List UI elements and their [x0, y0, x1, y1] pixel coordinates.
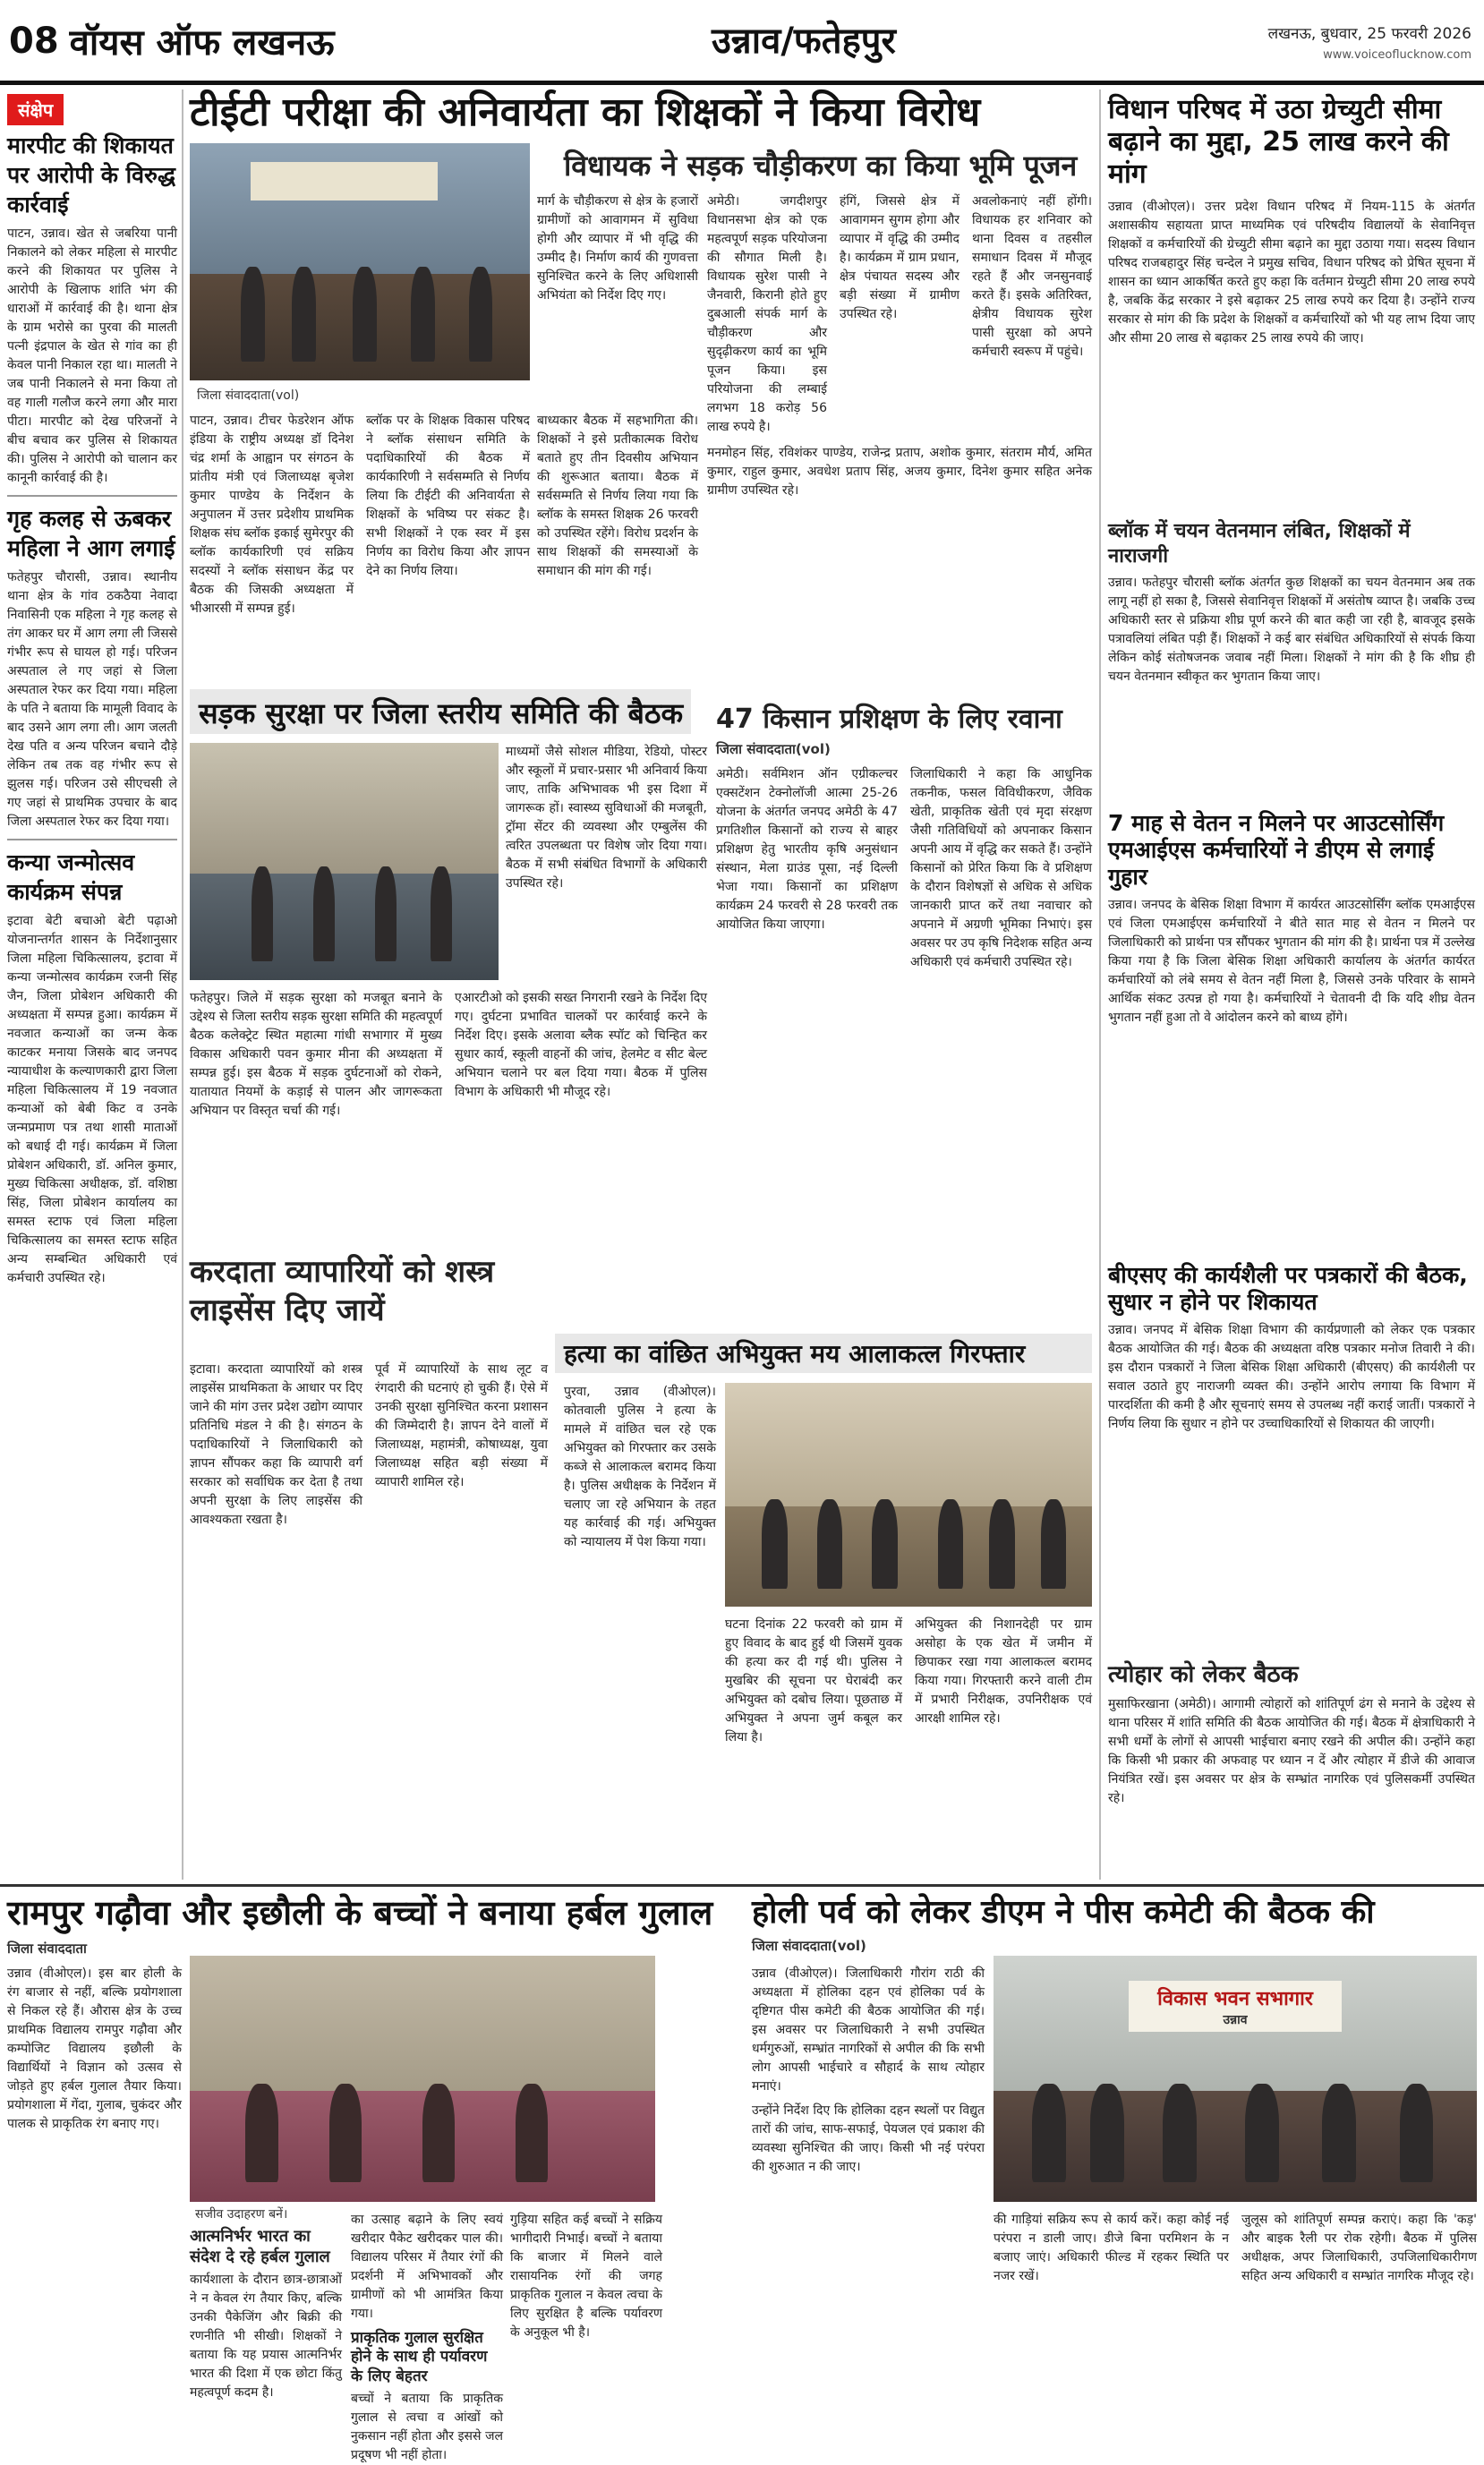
- brief-item: [7, 848, 177, 1288]
- arrest-body-lead: [564, 1383, 716, 1552]
- gulal-text: गुड़िया सहित कई बच्चों ने सक्रिय भागीदारी निभाई। बच्चों ने बताया कि बाजार में मिलने वाले रासायनिक रंगों की जगह प्राकृतिक गुलाल न केवल त्वचा के लिए सुरक्षित है बल्कि पर्यावरण के अनुकूल भी है।: [510, 2213, 662, 2340]
- road-body: [707, 192, 1092, 500]
- outsourcing-text: उन्नाव। जनपद के बेसिक शिक्षा विभाग में कार्यरत आउटसोर्सिंग ब्लॉक एमआईएस एवं जिला एमआईएस कर्मचारियों ने बीते सात माह से वेतन न मिलने पर जिलाधिकारी को प्रार्थना पत्र सौंपकर भुगतान की मांग की है। प्रार्थना पत्र में उल्लेख किया गया है कि जिला बेसिक शिक्षा अधिकारी कार्यालय के अंतर्गत कार्यरत कर्मचारियों को लंबे समय से वेतन नहीं मिला है, जिससे उनके परिवार के सामने आर्थिक संकट उत्पन्न हो गया है। कर्मचारियों ने चेतावनी दी कि यदि शीघ्र वेतन भुगतान नहीं हुआ तो वे आंदोलन करने को बाध्य होंगे।: [1108, 898, 1475, 1025]
- license-article: [190, 1253, 530, 1329]
- peace-body: [752, 1965, 985, 2177]
- hall-sign-subtitle: उन्नाव: [1223, 2012, 1248, 2027]
- peace-article: [752, 1893, 1477, 1955]
- tet-photo: [190, 143, 530, 380]
- safety-headline: सड़क सुरक्षा पर जिला स्तरीय समिति की बैठक: [199, 696, 684, 730]
- masthead-right: [1268, 23, 1471, 66]
- peace-text: उन्होंने निर्देश दिए कि होलिका दहन स्थलों पर विद्युत तारों की जांच, साफ-सफाई, पेयजल एवं प्रकाश की व्यवस्था सुनिश्चित की जाए। किसी भी नई परंपरा की शुरुआत न की जाए।: [752, 2103, 985, 2174]
- arrest-article: [564, 1339, 1092, 1369]
- council-article: [1108, 94, 1475, 348]
- road-text: मार्ग के चौड़ीकरण से क्षेत्र के हजारों ग्रामीणों को आवागमन में सुविधा होगी और व्यापार में भी वृद्धि की उम्मीद है। निर्माण कार्य की गुणवत्ता सुनिश्चित करने के लिए अधिशासी अभियंता को निर्देश दिए गए।: [537, 194, 698, 303]
- gulal-body-lead: [7, 1965, 182, 2134]
- brief-text: फतेहपुर चौरासी, उन्नाव। स्थानीय थाना क्षेत्र के गांव ठकठैया नेवादा निवासिनी एक महिला ने गृह कलह से तंग आकर घर में आग लगा ली जिससे गंभीर रूप से घायल हो गई। परिजन अस्पताल ले गए जहां से जिला अस्पताल रेफर कर दिया गया। महिला के पति ने बताया कि मामूली विवाद के बाद उसने आग लगा ली। आग जलती देख पति व अन्य परिजन बचाने दौड़े लेकिन तब तक वह गंभीर रूप से झुलस गई। परिजन उसे सीएचसी ले गए जहां से प्राथमिक उपचार के बाद जिला अस्पताल रेफर कर दिया गया।: [7, 570, 177, 829]
- peace-photo: [994, 1956, 1477, 2202]
- license-body: [190, 1360, 548, 1530]
- dateline: लखनऊ, बुधवार, 25 फरवरी 2026: [1267, 25, 1471, 43]
- tet-headline: टीईटी परीक्षा की अनिवार्यता का शिक्षकों ने किया विरोध: [190, 90, 981, 135]
- council-text: उन्नाव (वीओएल)। उत्तर प्रदेश विधान परिषद में नियम-115 के अंतर्गत अशासकीय सहायता प्राप्त माध्यमिक एवं परिषदीय विद्यालयों के सेवानिवृत्त शिक्षकों व कर्मचारियों की ग्रेच्युटी सीमा बढ़ाने का मुद्दा उठाया गया। सदस्य विधान परिषद राजबहादुर सिंह चन्देल ने प्रमुख सचिव, विधान परिषद को प्रेषित सूचना में शासन का ध्यान आकर्षित करते हुए कहा कि वर्तमान ग्रेच्युटी सीमा 20 लाख रुपये है, जबकि केंद्र सरकार ने इसे बढ़ाकर 25 लाख रुपये कर दिया है। उन्होंने राज्य सरकार से मांग की कि प्रदेश के शिक्षकों व कर्मचारियों को भी यह लाभ दिया जाए और सीमा 20 लाख से बढ़ाकर 25 लाख रुपये की जाए।: [1108, 200, 1475, 345]
- road-body-lead: [537, 192, 698, 305]
- safety-body: [506, 743, 707, 893]
- road-text: हंगिं, जिससे क्षेत्र में आवागमन सुगम होगा और व्यापार में वृद्धि की उम्मीद है। कार्यक्रम में ग्राम प्रधान, क्षेत्र पंचायत सदस्य और बड़ी संख्या में ग्रामीण उपस्थित रहे।: [840, 194, 959, 321]
- arrest-body: [725, 1616, 1092, 1747]
- brief-text: इटावा बेटी बचाओ बेटी पढ़ाओ योजनान्तर्गत शासन के निर्देशानुसार जिला महिला चिकित्सालय, इटावा में कन्या जन्मोत्सव कार्यक्रम रजनी सिंह जैन, जिला प्रोबेशन अधिकारी की अध्यक्षता में सम्पन्न हुआ। कार्यक्रम में नवजात कन्याओं का जन्म केक काटकर मनाया जिसके बाद जनपद न्यायाधीश के कल्याणकारी द्वारा जिला महिला चिकित्सालय में 19 नवजात कन्याओं को बेबी किट व उनके जन्मप्रमाण पत्र तथा शासी माताओं को बधाई दी गई। कार्यक्रम में जिला प्रोबेशन अधिकारी, डॉ. अनिल कुमार, मुख्य चिकित्सा अधीक्षक, डॉ. वशिष्ठा सिंह, जिला प्रोबेशन कार्यालय का समस्त स्टाफ एवं जिला महिला चिकित्सालय का समस्त स्टाफ सहित अन्य सम्बन्धित अधिकारी एवं कर्मचारी उपस्थित रहे।: [7, 914, 177, 1285]
- peace-byline: जिला संवाददाता(vol): [752, 1938, 866, 1955]
- festival-text: मुसाफिरखाना (अमेठी)। आगामी त्योहारों को शांतिपूर्ण ढंग से मनाने के उद्देश्य से थाना परिसर में शांति समिति की बैठक आयोजित की गई। बैठक में क्षेत्राधिकारी ने सभी धर्मों के लोगों से आपसी भाईचारा बनाए रखने की अपील की। उन्होंने कहा कि किसी भी प्रकार की अफवाह पर ध्यान न दें और त्योहार में डीजे की आवाज नियंत्रित रखें। इस अवसर पर क्षेत्र के सम्भ्रांत नागरिक एवं पुलिसकर्मी उपस्थित रहे।: [1108, 1696, 1475, 1805]
- gulal-sub1-block: [190, 2227, 342, 2402]
- safety-text: एआरटीओ को इसकी सख्त निगरानी रखने के निर्देश दिए गए। दुर्घटना प्रभावित चालकों पर कार्रवाई करने के निर्देश दिए। इसके अलावा ब्लैक स्पॉट को चिन्हित कर सुधार कार्य, स्कूली वाहनों की जांच, हेलमेट व सीट बेल्ट अभियान चलाने पर बल दिया गया। बैठक में पुलिस विभाग के अधिकारी भी मौजूद रहे।: [455, 991, 707, 1099]
- gulal-photo-caption: सजीव उदाहरण बनें।: [190, 2204, 293, 2224]
- arrest-text: घटना दिनांक 22 फरवरी को ग्राम में हुए विवाद के बाद हुई थी जिसमें युवक की हत्या कर दी गई थी। पुलिस ने मुखबिर की सूचना पर घेराबंदी कर अभियुक्त को दबोच लिया। पूछताछ में अभियुक्त ने अपना जुर्म कबूल कर लिया है।: [725, 1617, 902, 1744]
- road-text: अवलोकनाएं नहीं होंगी। विधायक हर शनिवार को थाना दिवस व तहसील समाधान दिवस में मौजूद रहते हैं और जनसुनवाई करते हैं। इसके अतिरिक्त, क्षेत्रीय विधायक सुरेश पासी सुरक्षा को अपने कर्मचारी स्वरूप में पहुंचे।: [972, 194, 1092, 359]
- news-brief-column: [7, 94, 177, 1288]
- tet-text: ब्लॉक पर के शिक्षक विकास परिषद ने ब्लॉक संसाधन समिति के पदाधिकारियों की बैठक में कार्यकारिणी ने सर्वसम्मति से निर्णय लिया कि टीईटी की अनिवार्यता से शिक्षकों के भविष्य पर संकट है। सभी शिक्षकों ने एक स्वर में इस निर्णय का विरोध किया और ज्ञापन देने का निर्णय लिया।: [366, 414, 530, 578]
- road-text: मनमोहन सिंह, रविशंकर पाण्डेय, राजेन्द्र प्रताप, अशोक कुमार, संतराम मौर्य, अमित कुमार, राहुल कुमार, अवधेश प्रताप सिंह, अजय कुमार, दिनेश कुमार सहित अनेक ग्रामीण उपस्थित रहे।: [707, 446, 1092, 498]
- block-text: उन्नाव। फतेहपुर चौरासी ब्लॉक अंतर्गत कुछ शिक्षकों का चयन वेतनमान अब तक लागू नहीं हो सका है, जिससे सेवानिवृत्त शिक्षकों में असंतोष व्याप्त है। जबकि उच्च अधिकारी स्तर से प्रक्रिया शीघ्र पूर्ण करने की बात कही जा रही है, बावजूद इसके पत्रावलियां लंबित पड़ी हैं। शिक्षकों ने कई बार संबंधित अधिकारियों से संपर्क किया लेकिन कोई संतोषजनक जवाब नहीं मिला। शिक्षकों ने मांग की है कि शीघ्र ही चयन वेतनमान स्वीकृत कर भुगतान किया जाए।: [1108, 576, 1475, 684]
- farmers-text: जिलाधिकारी ने कहा कि आधुनिक तकनीक, फसल विविधीकरण, जैविक खेती, प्राकृतिक खेती एवं मृदा संरक्षण जैसी गतिविधियों को अपनाकर किसान अपनी आय में वृद्धि कर सकते हैं। उन्होंने किसानों को प्रेरित किया कि वे प्रशिक्षण के दौरान विशेषज्ञों से अधिक से अधिक जानकारी प्राप्त करें तथा नवाचार को अपनाने में अग्रणी भूमिका निभाएं। इस अवसर पर उप कृषि निदेशक सहित अन्य अधिकारी एवं कर्मचारी उपस्थित रहे।: [910, 766, 1092, 969]
- license-text: पूर्व में व्यापारियों के साथ लूट व रंगदारी की घटनाएं हो चुकी हैं। ऐसे में उनकी सुरक्षा सुनिश्चित करना प्रशासन की जिम्मेदारी है। ज्ञापन देने वालों में जिलाध्यक्ष, महामंत्री, कोषाध्यक्ष, युवा जिलाध्यक्ष सहित बड़ी संख्या में व्यापारी शामिल रहे।: [375, 1362, 548, 1489]
- road-text: अमेठी। जगदीशपुर विधानसभा क्षेत्र को एक महत्वपूर्ण सड़क परियोजना की सौगात मिली है। विधायक सुरेश पासी ने जैनवारी, किरानी होते हुए दुबआली संपर्क मार्ग के चौड़ीकरण और सुदृढ़ीकरण कार्य का भूमि पूजन किया। इस परियोजना की लम्बाई लगभग 18 करोड़ 56 लाख रुपये है।: [707, 194, 827, 434]
- gulal-subheading: आत्मनिर्भर भारत का संदेश दे रहे हर्बल गुलाल: [190, 2227, 330, 2266]
- brief-item: [7, 504, 177, 832]
- road-article: [564, 148, 1092, 183]
- council-headline: विधान परिषद में उठा ग्रेच्युटी सीमा बढ़ाने का मुद्दा, 25 लाख करने की मांग: [1108, 94, 1449, 190]
- brief-headline: मारपीट की शिकायत पर आरोपी के विरुद्ध कार्रवाई: [7, 132, 175, 218]
- tet-photo-caption: जिला संवाददाता(vol): [192, 385, 304, 405]
- peace-body-lower: [994, 2211, 1477, 2286]
- gulal-text: कार्यशाला के दौरान छात्र-छात्राओं ने न केवल रंग तैयार किए, बल्कि उनकी पैकेजिंग और बिक्री की रणनीति भी सीखी। शिक्षकों ने बताया कि यह प्रयास आत्मनिर्भर भारत की दिशा में एक छोटा किंतु महत्वपूर्ण कदम है।: [190, 2273, 342, 2400]
- section-title: उन्नाव/फतेहपुर: [712, 21, 896, 62]
- brief-text: पाटन, उन्नाव। खेत से जबरिया पानी निकालने को लेकर महिला से मारपीट करने की शिकायत पर पुलिस ने आरोपी के खिलाफ शांति भंग की धाराओं में कार्रवाई की है। थाना क्षेत्र के ग्राम भरोसे का पुरवा की मालती पत्नी इंद्रपाल के खेत से गांव का ही केवल पानी निकाल रहा था। मालती ने जब पानी निकालने से मना किया तो वह गाली गलौज करने लगा और मारा पीटा। मारपीट को देख परिजनों ने बीच बचाव कर पुलिस से शिकायत की। पुलिस ने आरोपी को चालान कर कानूनी कार्रवाई की है।: [7, 226, 177, 485]
- column-divider: [1099, 90, 1101, 1880]
- festival-headline: त्योहार को लेकर बैठक: [1108, 1661, 1299, 1688]
- section-divider: [0, 1884, 1484, 1887]
- gulal-text: बच्चों ने बताया कि प्राकृतिक गुलाल से त्वचा व आंखों को नुकसान नहीं होता और इससे जल प्रदूषण भी नहीं होता।: [351, 2391, 503, 2462]
- tet-text: बाध्यकार बैठक में सहभागिता की। शिक्षकों ने इसे प्रतीकात्मक विरोध बताते हुए तीन दिवसीय अभियान की शुरूआत बताया। बैठक में सर्वसम्मति से निर्णय लिया गया कि ब्लॉक के समस्त शिक्षक 26 फरवरी को उपस्थित रहेंगे। विरोध प्रदर्शन के साथ शिक्षकों की समस्याओं के समाधान की मांग की गई।: [537, 414, 698, 578]
- gulal-body-col3: [510, 2211, 662, 2342]
- license-text: इटावा। करदाता व्यापारियों को शस्त्र लाइसेंस प्राथमिकता के आधार पर दिए जाने की मांग उत्तर प्रदेश उद्योग व्यापार प्रतिनिधि मंडल ने की है। संगठन के पदाधिकारियों ने जिलाधिकारी को ज्ञापन सौंपकर कहा कि व्यापारी वर्ग सरकार को सर्वाधिक कर देता है तथा अपनी सुरक्षा के लिए लाइसेंस की आवश्यकता रखता है।: [190, 1362, 362, 1527]
- safety-body-lower: [190, 989, 707, 1121]
- bsa-headline: बीएसए की कार्यशैली पर पत्रकारों की बैठक, सुधार न होने पर शिकायत: [1108, 1262, 1468, 1315]
- safety-article: [199, 696, 700, 730]
- tet-body: [190, 412, 530, 618]
- tet-body-col3: [537, 412, 698, 581]
- gulal-headline: रामपुर गढ़ौवा और इछौली के बच्चों ने बनाया हर्बल गुलाल: [7, 1893, 713, 1932]
- farmers-headline: 47 किसान प्रशिक्षण के लिए रवाना: [716, 704, 1062, 735]
- brief-headline: गृह कलह से ऊबकर महिला ने आग लगाई: [7, 506, 175, 561]
- masthead-rule: [0, 81, 1484, 85]
- peace-text: जुलूस को शांतिपूर्ण सम्पन्न कराएं। कहा कि 'कड़' और बाइक रैली पर रोक रहेगी। बैठक में पुलिस अधीक्षक, अपर जिलाधिकारी, उपजिलाधिकारीगण सहित अन्य अधिकारी व सम्भ्रांत नागरिक मौजूद रहे।: [1241, 2213, 1477, 2283]
- farmers-text: अमेठी। सर्वमिशन ऑन एग्रीकल्चर एक्सटेंशन टेक्नोलॉजी आत्मा 25-26 योजना के अंतर्गत जनपद अमेठी के 47 प्रगतिशील किसानों को राज्य से बाहर प्रशिक्षण हेतु भारतीय कृषि अनुसंधान संस्थान, मेला ग्राउंड पूसा, नई दिल्ली भेजा गया। किसानों का प्रशिक्षण कार्यक्रम 24 फरवरी से 28 फरवरी तक आयोजित किया जाएगा।: [716, 766, 898, 932]
- block-article: [1108, 519, 1475, 687]
- gulal-photo: [190, 1956, 655, 2202]
- farmers-byline: जिला संवाददाता(vol): [716, 740, 831, 757]
- peace-text: उन्नाव (वीओएल)। जिलाधिकारी गौरांग राठी की अध्यक्षता में होलिका दहन एवं होलिका पर्व के दृष्टिगत पीस कमेटी की बैठक आयोजित की गई। इस अवसर पर जिलाधिकारी ने सभी उपस्थित धर्मगुरुओं, सम्भ्रांत नागरिकों से अपील की कि सभी लोग आपसी भाईचारे व सौहार्द के साथ त्योहार मनाएं।: [752, 1966, 985, 2094]
- peace-headline: होली पर्व को लेकर डीएम ने पीस कमेटी की बैठक की: [752, 1894, 1375, 1931]
- arrest-photo: [725, 1383, 1092, 1607]
- brief-separator: [7, 839, 177, 840]
- safety-text: फतेहपुर। जिले में सड़क सुरक्षा को मजबूत बनाने के उद्देश्य से जिला स्तरीय सड़क सुरक्षा समिति की महत्वपूर्ण बैठक कलेक्ट्रेट स्थित महात्मा गांधी सभागार में मुख्य विकास अधिकारी पवन कुमार मीना की अध्यक्षता में सम्पन्न हुई। इस बैठक में सड़क दुर्घटनाओं को रोकने, यातायात नियमों के कड़ाई से पालन और जागरूकता अभियान पर विस्तृत चर्चा की गई।: [190, 991, 442, 1118]
- gulal-body-col2: [351, 2211, 503, 2465]
- gulal-subheading: प्राकृतिक गुलाल सुरक्षित होने के साथ ही पर्यावरण के लिए बेहतर: [351, 2329, 488, 2385]
- safety-photo: [190, 743, 499, 980]
- gulal-byline: जिला संवाददाता: [7, 1940, 87, 1957]
- arrest-headline: हत्या का वांछित अभियुक्त मय आलाकत्ल गिरफ्तार: [564, 1339, 1026, 1369]
- festival-article: [1108, 1660, 1475, 1808]
- hall-sign-title: विकास भवन सभागार: [1157, 1987, 1313, 2010]
- newspaper-name: वॉयस ऑफ लखनऊ: [69, 22, 335, 64]
- column-divider: [182, 90, 183, 1880]
- website-link[interactable]: www.voiceoflucknow.com: [1323, 48, 1471, 62]
- peace-text: की गाड़ियां सक्रिय रूप से कार्य करें। कहा कोई नई परंपरा न डाली जाए। डीजे बिना परमिशन के न बजाए जाएं। अधिकारी फील्ड में रहकर स्थिति पर नजर रखें।: [994, 2213, 1229, 2283]
- brief-separator: [7, 495, 177, 497]
- gulal-article: [7, 1893, 746, 1958]
- block-headline: ब्लॉक में चयन वेतनमान लंबित, शिक्षकों में नाराजगी: [1108, 520, 1411, 567]
- masthead-left: [9, 16, 335, 65]
- arrest-text: पुरवा, उन्नाव (वीओएल)। कोतवाली पुलिस ने हत्या के मामले में वांछित चल रहे एक अभियुक्त को गिरफ्तार कर उसके कब्जे से आलाकत्ल बरामद किया है। पुलिस अधीक्षक के निर्देशन में चलाए जा रहे अभियान के तहत यह कार्रवाई की गई। अभियुक्त को न्यायालय में पेश किया गया।: [564, 1385, 716, 1549]
- hall-sign: [1129, 1981, 1342, 2032]
- safety-text: माध्यमों जैसे सोशल मीडिया, रेडियो, पोस्टर और स्कूलों में प्रचार-प्रसार भी अनिवार्य किया जाए, ताकि अभिभावक भी इस दिशा में जागरूक हों। स्वास्थ्य सुविधाओं की मजबूती, ट्रॉमा सेंटर की व्यवस्था और एम्बुलेंस की त्वरित उपलब्धता पर विशेष जोर दिया गया। बैठक में सभी संबंधित विभागों के अधिकारी उपस्थित रहे।: [506, 745, 707, 891]
- farmers-article: [716, 703, 1092, 972]
- gulal-text: उन्नाव (वीओएल)। इस बार होली के रंग बाजार से नहीं, बल्कि प्रयोगशाला से निकल रहे हैं। औरास क्षेत्र के उच्च प्राथमिक विद्यालय रामपुर गढ़ौवा और कम्पोजिट विद्यालय इछौली के विद्यार्थियों ने विज्ञान को उत्सव से जोड़ते हुए हर्बल गुलाल तैयार किया। प्रयोगशाला में गेंदा, गुलाब, चुकंदर और पालक से प्राकृतिक रंग बनाए गए।: [7, 1966, 182, 2131]
- outsourcing-headline: 7 माह से वेतन न मिलने पर आउटसोर्सिंग एमआईएस कर्मचारियों ने डीएम से लगाई गुहार: [1108, 810, 1445, 890]
- outsourcing-article: [1108, 810, 1475, 1028]
- brief-headline: कन्या जन्मोत्सव कार्यक्रम संपन्न: [7, 849, 135, 905]
- tet-text: पाटन, उन्नाव। टीचर फेडरेशन ऑफ इंडिया के राष्ट्रीय अध्यक्ष डॉ दिनेश चंद्र शर्मा के आह्वान पर संगठन के प्रांतीय मंत्री एवं जिलाध्यक्ष बृजेश कुमार पाण्डेय के निर्देशन के अनुपालन में उत्तर प्रदेशीय प्राथमिक शिक्षक संघ ब्लॉक इकाई सुमेरपुर की ब्लॉक कार्यकारिणी एवं सक्रिय सदस्यों ने ब्लॉक संसाधन केंद्र पर बैठक की जिसकी अध्यक्षता में भीआरसी में सम्पन्न हुई।: [190, 414, 354, 616]
- tet-article: [190, 90, 1092, 137]
- page-number: 08: [9, 20, 59, 62]
- masthead: [0, 0, 1484, 85]
- license-headline: करदाता व्यापारियों को शस्त्र लाइसेंस दिए जायें: [190, 1254, 495, 1328]
- brief-tag: संक्षेप: [7, 94, 64, 125]
- road-subhead: विधायक ने सड़क चौड़ीकरण का किया भूमि पूजन: [564, 149, 1078, 183]
- arrest-text: अभियुक्त की निशानदेही पर ग्राम असोहा के एक खेत में जमीन में छिपाकर रखा गया आलाकत्ल बरामद किया गया। गिरफ्तारी करने वाली टीम में प्रभारी निरीक्षक, उपनिरीक्षक एवं आरक्षी शामिल रहे।: [915, 1617, 1092, 1726]
- bsa-article: [1108, 1262, 1475, 1434]
- bsa-text: उन्नाव। जनपद में बेसिक शिक्षा विभाग की कार्यप्रणाली को लेकर एक पत्रकार बैठक आयोजित की गई। बैठक की अध्यक्षता वरिष्ठ पत्रकार मनोज तिवारी ने की। इस दौरान पत्रकारों ने जिला बेसिक शिक्षा अधिकारी (बीएसए) की कार्यशैली पर सवाल उठाते हुए नाराजगी व्यक्त की। उन्होंने आरोप लगाया कि विभाग में पारदर्शिता की कमी है और सूचनाएं समय से उपलब्ध नहीं कराई जातीं। पत्रकारों ने निर्णय लिया कि सुधार न होने पर उच्चाधिकारियों से शिकायत की जाएगी।: [1108, 1323, 1475, 1431]
- brief-item: [7, 131, 177, 488]
- gulal-text: का उत्साह बढ़ाने के लिए स्वयं खरीदार पैकेट खरीदकर पाल की। विद्यालय परिसर में तैयार रंगों की प्रदर्शनी में अभिभावकों और ग्रामीणों को भी आमंत्रित किया गया।: [351, 2213, 503, 2321]
